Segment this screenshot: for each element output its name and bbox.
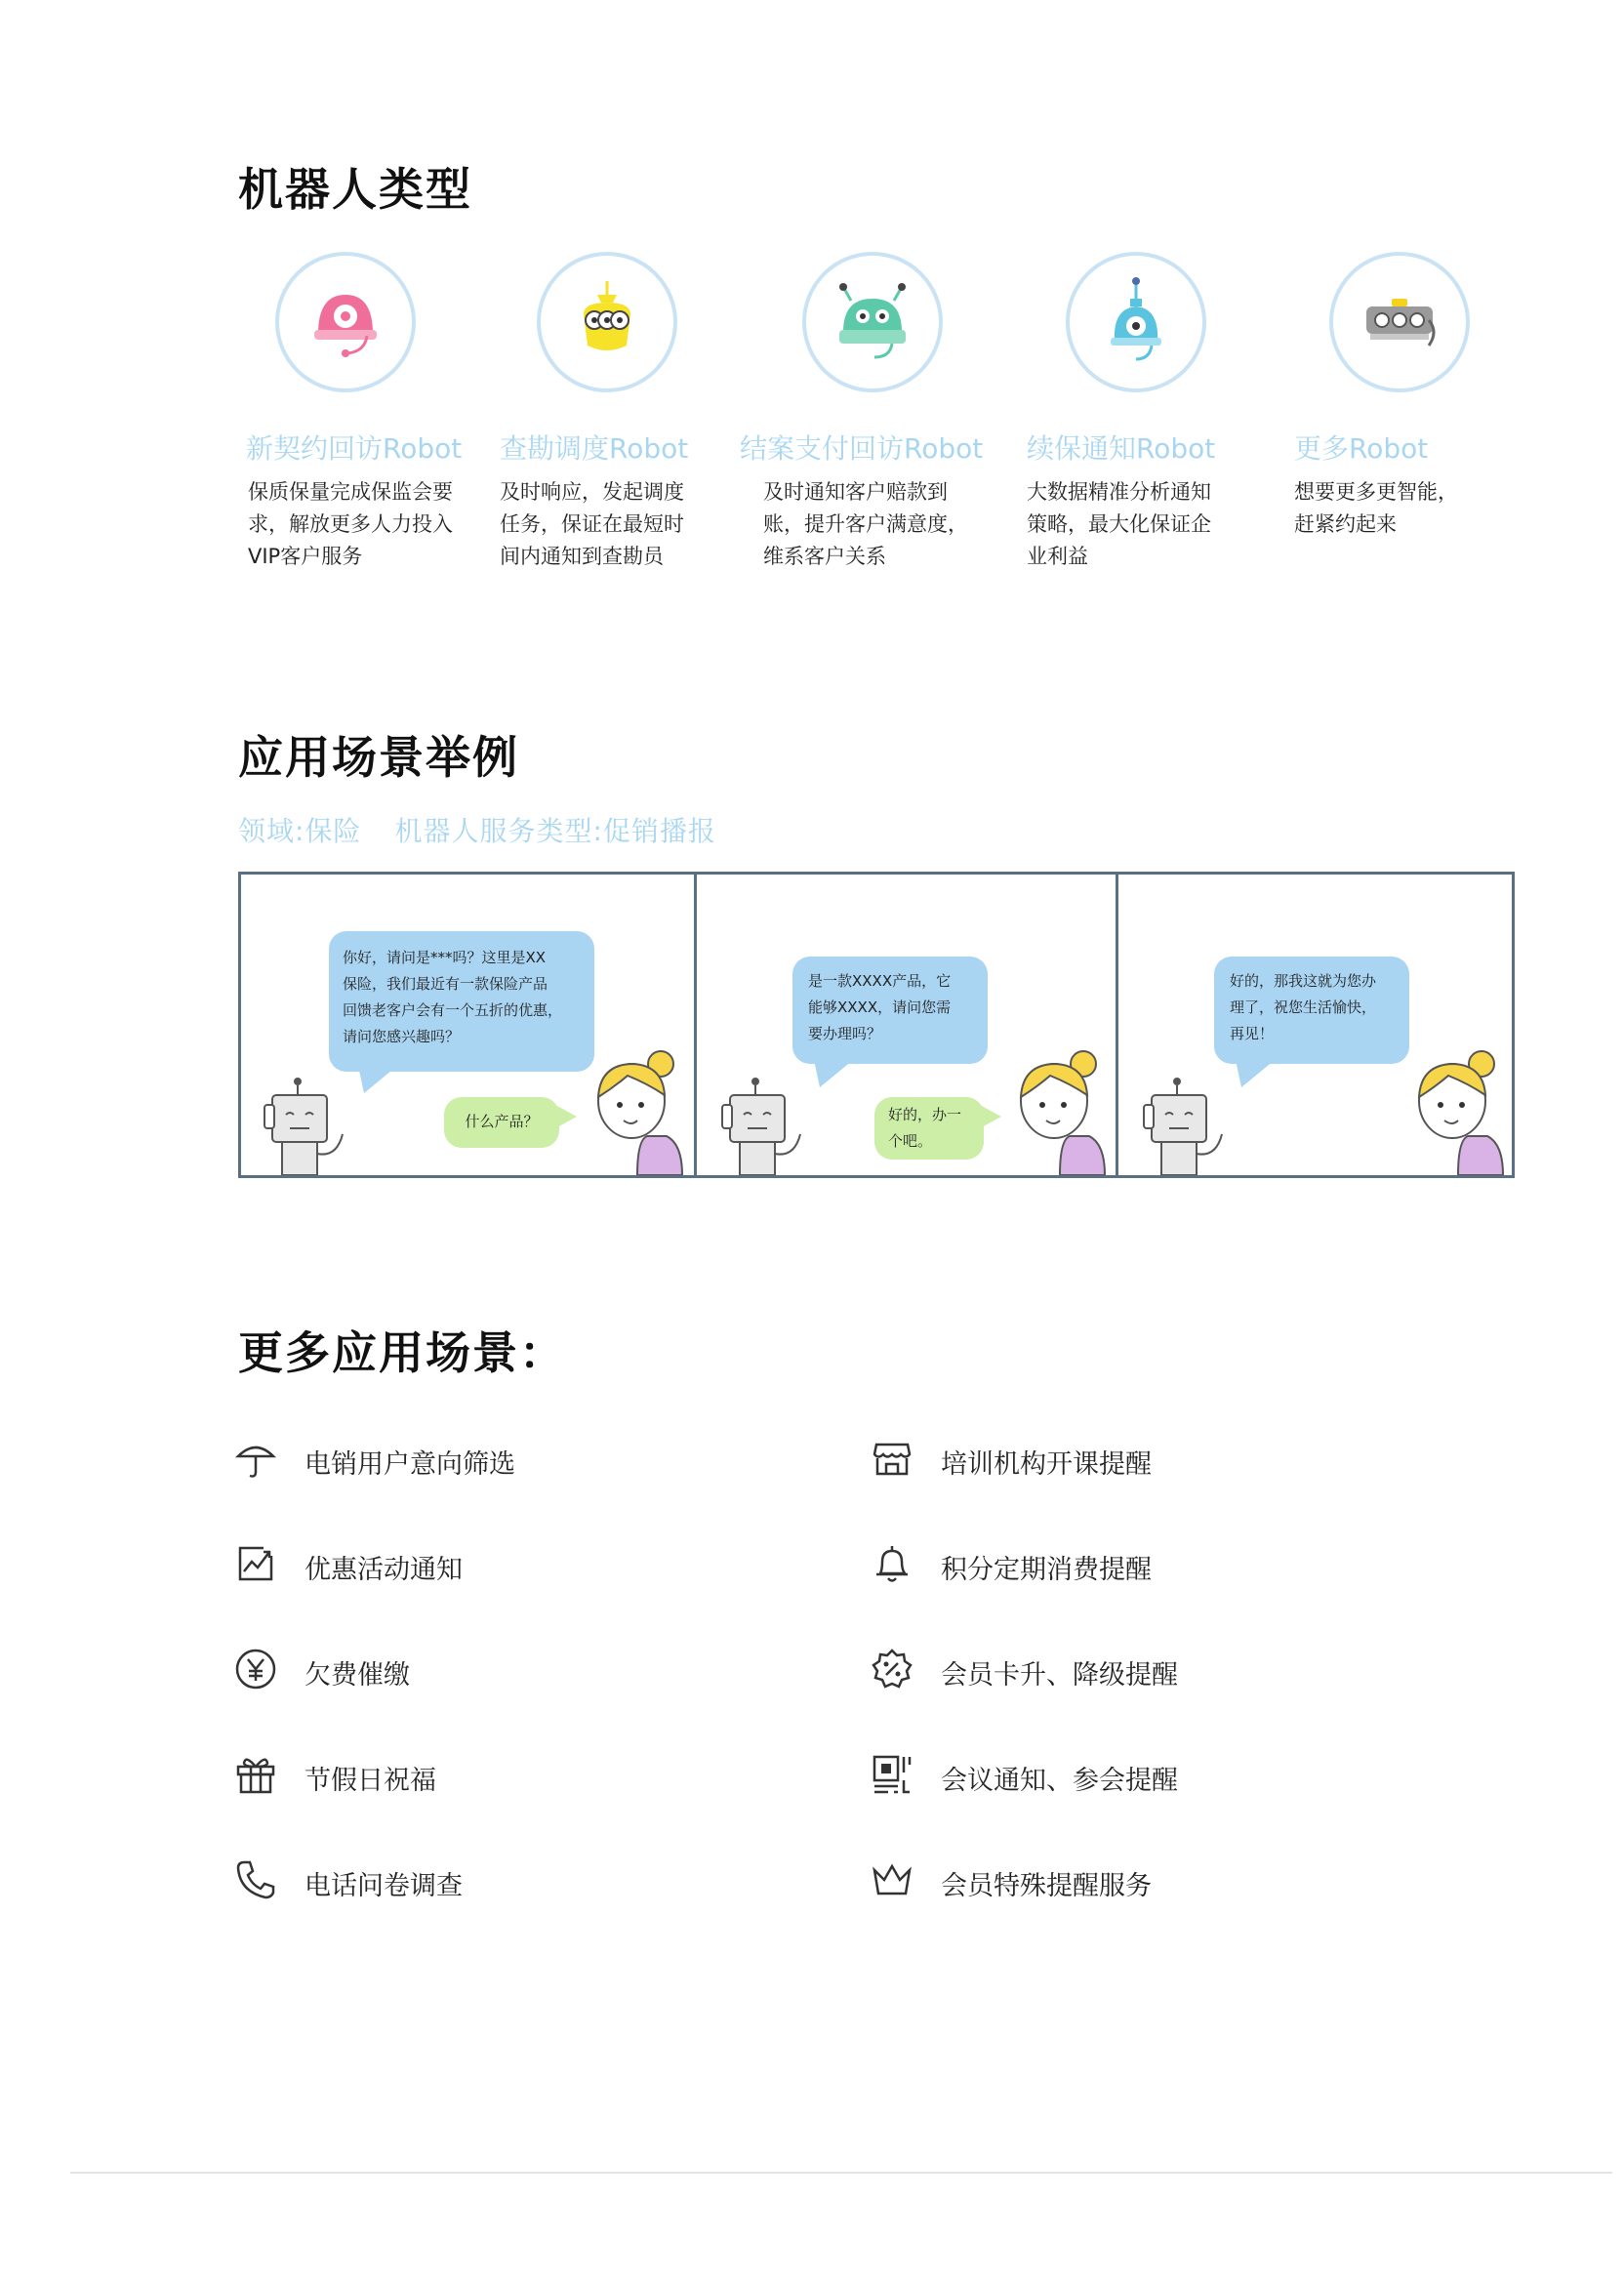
robot-character [255, 1076, 372, 1175]
qr-code-icon [871, 1753, 914, 1796]
bubble-tail [980, 1105, 1003, 1128]
robot-type-desc [763, 476, 968, 573]
blue-robot-icon [1087, 273, 1185, 371]
scenario-item [871, 1542, 1280, 1585]
gift-icon [234, 1753, 277, 1796]
scenario-item [871, 1648, 1280, 1691]
gray-robot-icon [1351, 273, 1448, 371]
desc-line: 保质保量完成保监会要 [248, 480, 453, 504]
desc-line: 想要更多更智能， [1294, 480, 1458, 504]
bubble-line: 保险，我们最近有一款保险产品 [343, 975, 548, 993]
scenario-item [234, 1437, 644, 1480]
desc-line: VIP客户服务 [248, 545, 363, 568]
desc-line: 业利益 [1027, 545, 1088, 568]
robot-icon-ring [275, 252, 416, 392]
umbrella-icon [234, 1437, 277, 1480]
scenario-item [871, 1753, 1280, 1796]
scenario-label: 会员卡升、降级提醒 [941, 1660, 1178, 1691]
girl-character [1011, 1046, 1109, 1175]
robot-type-desc [1294, 476, 1458, 541]
yellow-robot-icon [558, 273, 656, 371]
scenario-label: 优惠活动通知 [304, 1555, 463, 1585]
crown-icon [871, 1858, 914, 1901]
robot-type-desc [248, 476, 453, 573]
comic-strip [238, 872, 1515, 1178]
pink-robot-icon [297, 273, 394, 371]
desc-line: 及时响应，发起调度 [500, 480, 684, 504]
yen-coin-icon [234, 1648, 277, 1691]
robot-character [1134, 1076, 1251, 1175]
bubble-line: 什么产品？ [465, 1113, 539, 1130]
bubble-line: 好的，那我这就为您办 [1230, 972, 1377, 990]
desc-line: 赶紧约起来 [1294, 512, 1397, 536]
robot-speech-bubble [792, 957, 988, 1064]
scenario-item [234, 1753, 644, 1796]
robot-types-row [234, 252, 1532, 584]
girl-character [589, 1046, 686, 1175]
scenario-label: 电话问卷调查 [304, 1871, 463, 1901]
service-type-label: 机器人服务类型:促销播报 [394, 815, 716, 847]
robot-icon-ring [802, 252, 943, 392]
scenario-item [234, 1858, 644, 1901]
robot-type-desc [1027, 476, 1211, 573]
comic-panel [1116, 875, 1515, 1175]
scenario-heading: 应用场景举例 [238, 731, 519, 784]
desc-line: 账，提升客户满意度， [763, 512, 968, 536]
bubble-line: 再见！ [1230, 1025, 1275, 1042]
scenario-item [234, 1648, 644, 1691]
robot-type-name: 查勘调度Robot [500, 432, 689, 465]
bubble-line: 理了，祝您生活愉快， [1230, 998, 1377, 1016]
desc-line: 任务，保证在最短时 [500, 512, 684, 536]
bubble-line: 回馈老客户会有一个五折的优惠， [343, 1001, 563, 1019]
discount-badge-icon [871, 1648, 914, 1691]
bubble-tail [555, 1105, 579, 1128]
phone-icon [234, 1858, 277, 1901]
robot-icon-ring [537, 252, 677, 392]
robot-type-name: 结案支付回访Robot [740, 432, 984, 465]
scenario-item [871, 1858, 1280, 1901]
bubble-line: 好的，办一 [888, 1106, 962, 1123]
scenario-label: 欠费催缴 [304, 1660, 410, 1691]
domain-label: 领域:保险 [238, 815, 362, 847]
bubble-line: 要办理吗？ [808, 1025, 882, 1042]
scenario-label: 积分定期消费提醒 [941, 1555, 1152, 1585]
storefront-icon [871, 1437, 914, 1480]
robot-speech-bubble [329, 931, 594, 1072]
bubble-line: 请问您感兴趣吗？ [343, 1028, 461, 1045]
user-speech-bubble [444, 1097, 559, 1148]
robot-type-desc [500, 476, 684, 573]
scenario-label: 会议通知、参会提醒 [941, 1766, 1178, 1796]
bubble-line: 是一款XXXX产品，它 [808, 972, 952, 990]
scenario-label: 会员特殊提醒服务 [941, 1871, 1152, 1901]
robot-type-name: 更多Robot [1294, 432, 1429, 465]
girl-character [1409, 1046, 1507, 1175]
desc-line: 求，解放更多人力投入 [248, 512, 453, 536]
desc-line: 大数据精准分析通知 [1027, 480, 1211, 504]
footer-divider [70, 2172, 1612, 2174]
robot-icon-ring [1066, 252, 1206, 392]
desc-line: 间内通知到查勘员 [500, 545, 664, 568]
scenario-label: 培训机构开课提醒 [941, 1449, 1152, 1480]
bell-icon [871, 1542, 914, 1585]
trend-chart-icon [234, 1542, 277, 1585]
desc-line: 策略，最大化保证企 [1027, 512, 1211, 536]
bubble-line: 个吧。 [888, 1132, 933, 1150]
bubble-line: 能够XXXX，请问您需 [808, 998, 952, 1016]
scenario-item [871, 1437, 1280, 1480]
desc-line: 维系客户关系 [763, 545, 886, 568]
scenario-item [234, 1542, 644, 1585]
robot-types-heading: 机器人类型 [238, 163, 472, 216]
comic-panel [694, 875, 1118, 1175]
robot-speech-bubble [1214, 957, 1409, 1064]
more-scenarios-heading: 更多应用场景： [238, 1326, 566, 1379]
bubble-line: 你好，请问是***吗？这里是XX [343, 949, 547, 966]
user-speech-bubble [874, 1097, 984, 1160]
robot-character [712, 1076, 830, 1175]
robot-icon-ring [1329, 252, 1470, 392]
scenario-subtitle [238, 810, 750, 849]
scenario-label: 电销用户意向筛选 [304, 1449, 515, 1480]
comic-panel [241, 875, 694, 1175]
robot-type-name: 续保通知Robot [1027, 432, 1216, 465]
robot-type-name: 新契约回访Robot [246, 432, 463, 465]
scenario-label: 节假日祝福 [304, 1766, 436, 1796]
green-robot-icon [824, 273, 921, 371]
desc-line: 及时通知客户赔款到 [763, 480, 948, 504]
